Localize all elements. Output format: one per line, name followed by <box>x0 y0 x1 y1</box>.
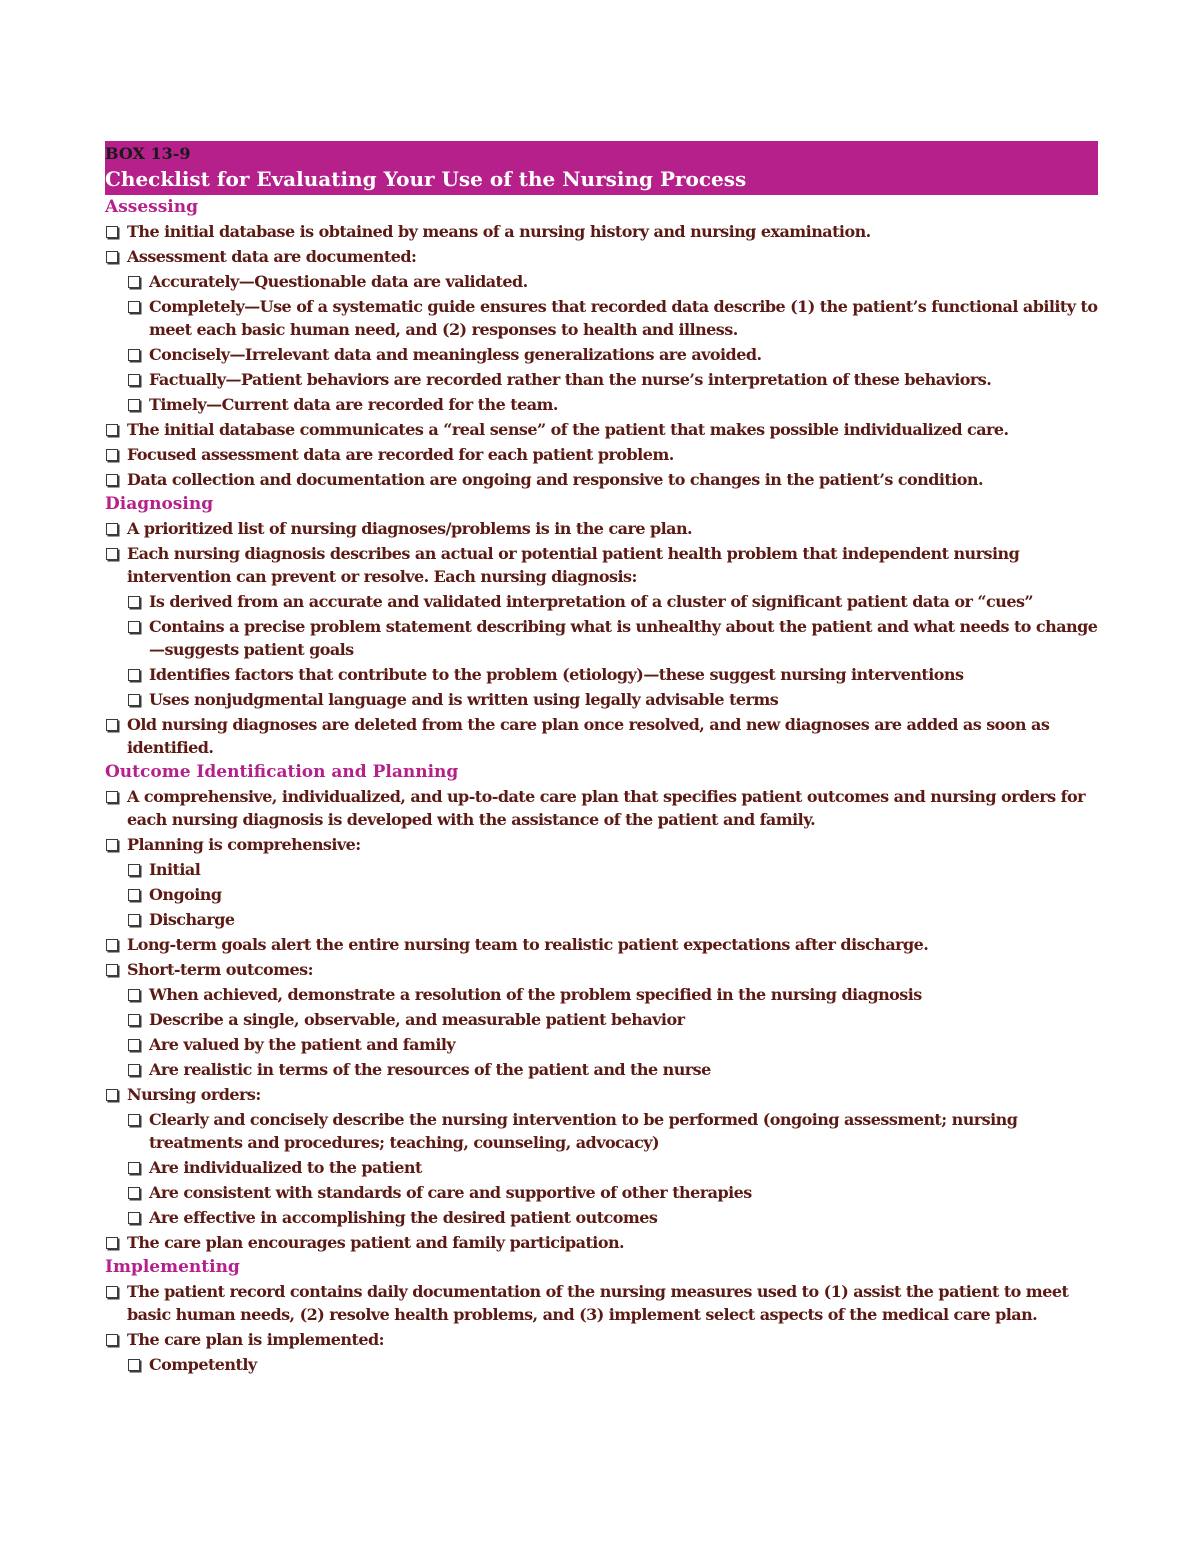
checklist-item-text: Accurately—Questionable data are validated. <box>149 272 528 291</box>
checklist-item-text: Describe a single, observable, and measurable patient behavior <box>149 1010 685 1029</box>
checklist-subitem <box>127 663 1100 686</box>
checklist-item-text: Are individualized to the patient <box>149 1158 422 1177</box>
box-number: BOX 13-9 <box>105 144 191 163</box>
checklist-subitem <box>127 1058 1100 1081</box>
checklist-item-text: Short-term outcomes: <box>127 960 313 979</box>
checkbox-icon[interactable] <box>128 399 140 411</box>
checklist-subitem <box>127 343 1100 366</box>
checklist-subitem <box>127 688 1100 711</box>
checkbox-icon[interactable] <box>106 1286 118 1298</box>
checkbox-icon[interactable] <box>106 424 118 436</box>
checkbox-icon[interactable] <box>106 939 118 951</box>
checkbox-icon[interactable] <box>128 694 140 706</box>
checklist-subitem <box>127 1353 1100 1376</box>
checklist-subitem <box>127 615 1100 661</box>
checklist-item <box>105 713 1100 759</box>
checkbox-icon[interactable] <box>106 1334 118 1346</box>
checklist-item-text: Ongoing <box>149 885 222 904</box>
checklist-subitem <box>127 908 1100 931</box>
section-heading-outcome-identification-and-planning: Outcome Identification and Planning <box>105 762 459 782</box>
checklist-item-text: Initial <box>149 860 201 879</box>
checklist-item-text: Uses nonjudgmental language and is written using legally advisable terms <box>149 690 779 709</box>
checklist-item <box>105 1328 1100 1351</box>
checkbox-icon[interactable] <box>106 474 118 486</box>
checklist-item-text: Identifies factors that contribute to the problem (etiology)—these suggest nursing interventions <box>149 665 964 684</box>
checklist-subitem <box>127 1033 1100 1056</box>
checkbox-icon[interactable] <box>128 1014 140 1026</box>
checkbox-icon[interactable] <box>106 719 118 731</box>
checkbox-icon[interactable] <box>128 1187 140 1199</box>
box-title: Checklist for Evaluating Your Use of the Nursing Process <box>105 167 747 191</box>
checkbox-icon[interactable] <box>128 1212 140 1224</box>
checklist-item-text: A prioritized list of nursing diagnoses/problems is in the care plan. <box>127 519 693 538</box>
checkbox-icon[interactable] <box>106 1237 118 1249</box>
checklist-subitem <box>127 270 1100 293</box>
checklist-subitem <box>127 1181 1100 1204</box>
checklist-item-text: Long-term goals alert the entire nursing team to realistic patient expectations after discharge. <box>127 935 929 954</box>
checklist-subitem <box>127 983 1100 1006</box>
checkbox-icon[interactable] <box>128 374 140 386</box>
checkbox-icon[interactable] <box>128 1064 140 1076</box>
checkbox-icon[interactable] <box>106 839 118 851</box>
checkbox-icon[interactable] <box>106 449 118 461</box>
checklist-item <box>105 958 1100 981</box>
checklist-item-text: Each nursing diagnosis describes an actual or potential patient health problem that independent nursing intervention can prevent or resolve. Each nursing diagnosis: <box>127 544 1020 586</box>
checklist-subitem <box>127 1008 1100 1031</box>
checklist-item-text: Are realistic in terms of the resources of the patient and the nurse <box>149 1060 711 1079</box>
checkbox-icon[interactable] <box>128 301 140 313</box>
checklist-item-text: Discharge <box>149 910 235 929</box>
checklist-item-text: Competently <box>149 1355 257 1374</box>
checkbox-icon[interactable] <box>128 1114 140 1126</box>
checkbox-icon[interactable] <box>106 251 118 263</box>
checklist-item-text: Clearly and concisely describe the nursing intervention to be performed (ongoing assessment; nursing treatments and procedures; teaching, counseling, advocacy) <box>149 1110 1018 1152</box>
checklist-item-text: Planning is comprehensive: <box>127 835 361 854</box>
checklist-item-text: Is derived from an accurate and validated interpretation of a cluster of significant patient data or “cues” <box>149 592 1034 611</box>
checklist-item-text: Are effective in accomplishing the desired patient outcomes <box>149 1208 658 1227</box>
checklist-item-text: Assessment data are documented: <box>127 247 417 266</box>
checklist-content <box>105 196 1100 1376</box>
checklist-item <box>105 1280 1100 1326</box>
checkbox-icon[interactable] <box>106 548 118 560</box>
checkbox-icon[interactable] <box>128 889 140 901</box>
box-header <box>105 141 1098 195</box>
checklist-item <box>105 517 1100 540</box>
checklist-item-text: The initial database communicates a “real sense” of the patient that makes possible individualized care. <box>127 420 1009 439</box>
checkbox-icon[interactable] <box>128 349 140 361</box>
checklist-item <box>105 1083 1100 1106</box>
checkbox-icon[interactable] <box>128 596 140 608</box>
checkbox-icon[interactable] <box>106 523 118 535</box>
checklist-item-text: Completely—Use of a systematic guide ensures that recorded data describe (1) the patient’s functional ability to meet each basic human need, and (2) responses to health and illness. <box>149 297 1098 339</box>
checklist-subitem <box>127 590 1100 613</box>
document-page <box>105 141 1100 1378</box>
checkbox-icon[interactable] <box>106 1089 118 1101</box>
checklist-item <box>105 245 1100 268</box>
checklist-subitem <box>127 1206 1100 1229</box>
checklist-item <box>105 542 1100 588</box>
checklist-item-text: The care plan is implemented: <box>127 1330 384 1349</box>
checklist-item-text: A comprehensive, individualized, and up-to-date care plan that specifies patient outcomes and nursing orders for each nursing diagnosis is developed with the assistance of the patient and family. <box>127 787 1085 829</box>
checkbox-icon[interactable] <box>106 964 118 976</box>
checkbox-icon[interactable] <box>128 989 140 1001</box>
checklist-item-text: Factually—Patient behaviors are recorded rather than the nurse’s interpretation of these behaviors. <box>149 370 992 389</box>
checklist-item-text: Are valued by the patient and family <box>149 1035 456 1054</box>
checklist-item-text: The care plan encourages patient and family participation. <box>127 1233 625 1252</box>
checklist-item-text: Timely—Current data are recorded for the team. <box>149 395 558 414</box>
checklist-item-text: Focused assessment data are recorded for each patient problem. <box>127 445 674 464</box>
checkbox-icon[interactable] <box>106 791 118 803</box>
section-heading-diagnosing: Diagnosing <box>105 494 214 514</box>
checklist-item <box>105 418 1100 441</box>
checklist-subitem <box>127 858 1100 881</box>
checklist-item-text: Data collection and documentation are ongoing and responsive to changes in the patient’s condition. <box>127 470 984 489</box>
checklist-item <box>105 1231 1100 1254</box>
checklist-item <box>105 785 1100 831</box>
checklist-item-text: The patient record contains daily documentation of the nursing measures used to (1) assist the patient to meet basic human needs, (2) resolve health problems, and (3) implement select aspects of the medical care plan. <box>127 1282 1069 1324</box>
checklist-subitem <box>127 393 1100 416</box>
checkbox-icon[interactable] <box>128 864 140 876</box>
checkbox-icon[interactable] <box>128 276 140 288</box>
checklist-item-text: The initial database is obtained by means of a nursing history and nursing examination. <box>127 222 871 241</box>
checklist-subitem <box>127 368 1100 391</box>
checklist-item <box>105 220 1100 243</box>
checklist-item-text: Nursing orders: <box>127 1085 261 1104</box>
checkbox-icon[interactable] <box>128 621 140 633</box>
checkbox-icon[interactable] <box>128 914 140 926</box>
checklist-item-text: Are consistent with standards of care and supportive of other therapies <box>149 1183 752 1202</box>
checklist-item <box>105 443 1100 466</box>
checklist-item <box>105 933 1100 956</box>
checklist-item-text: When achieved, demonstrate a resolution of the problem specified in the nursing diagnosis <box>149 985 922 1004</box>
section-heading-implementing: Implementing <box>105 1257 240 1277</box>
checkbox-icon[interactable] <box>128 1039 140 1051</box>
checklist-subitem <box>127 1156 1100 1179</box>
checklist-subitem <box>127 1108 1100 1154</box>
checkbox-icon[interactable] <box>128 1162 140 1174</box>
checklist-item-text: Old nursing diagnoses are deleted from the care plan once resolved, and new diagnoses are added as soon as identified. <box>127 715 1050 757</box>
section-heading-assessing: Assessing <box>105 197 198 217</box>
checklist-item-text: Contains a precise problem statement describing what is unhealthy about the patient and what needs to change—suggests patient goals <box>149 617 1098 659</box>
checkbox-icon[interactable] <box>106 226 118 238</box>
checkbox-icon[interactable] <box>128 1359 140 1371</box>
checklist-subitem <box>127 883 1100 906</box>
checklist-item <box>105 468 1100 491</box>
checkbox-icon[interactable] <box>128 669 140 681</box>
checklist-item <box>105 833 1100 856</box>
checklist-item-text: Concisely—Irrelevant data and meaningless generalizations are avoided. <box>149 345 762 364</box>
checklist-subitem <box>127 295 1100 341</box>
